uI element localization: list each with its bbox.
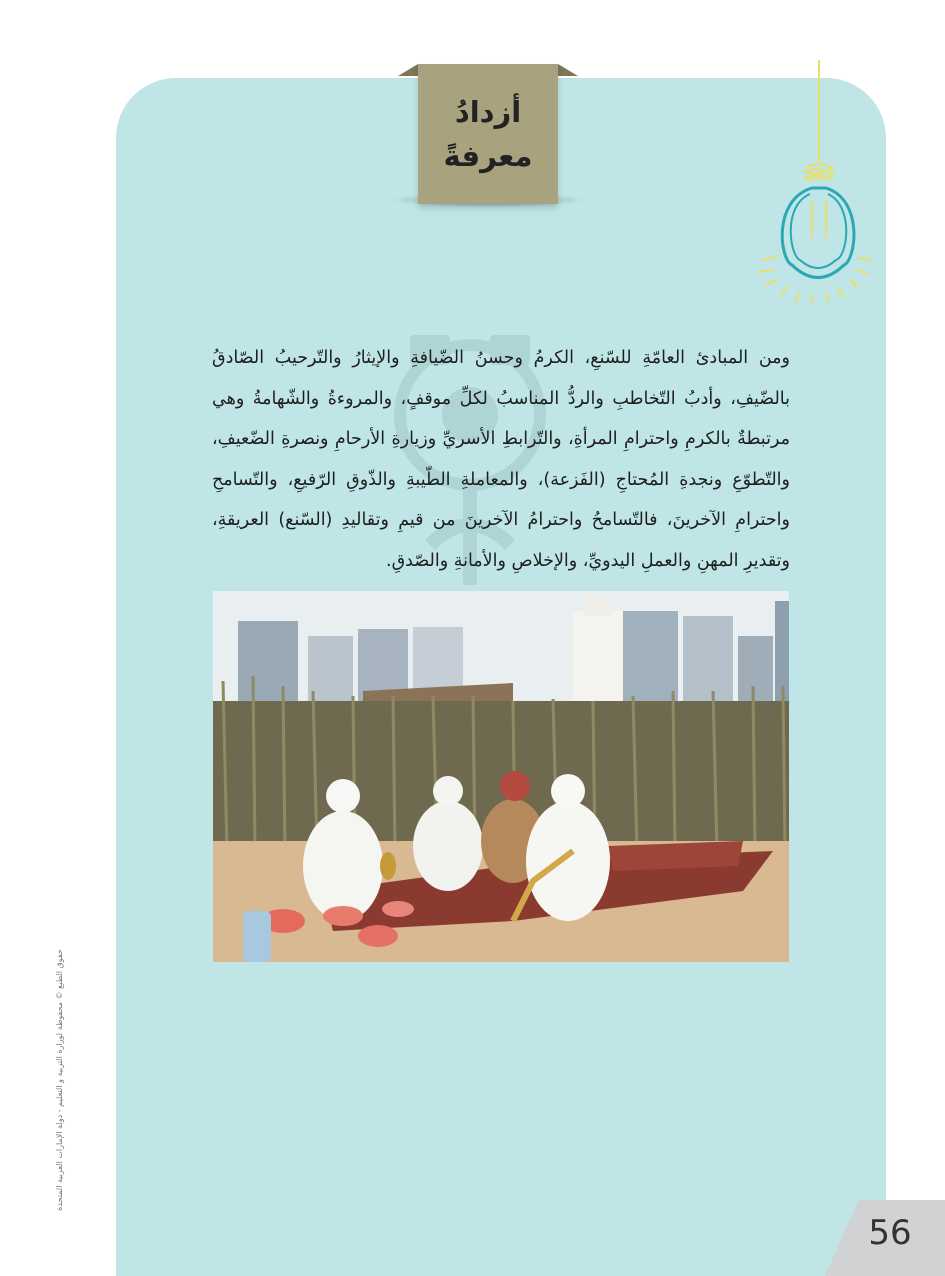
lightbulb-icon [752,60,882,305]
tag-line-2: معرفةً [443,139,533,173]
tag-fold-right [558,64,578,76]
section-tag [418,64,558,204]
tag-line-1: أزدادُ [454,95,522,129]
majlis-photo [213,591,789,962]
page-number: 56 [868,1213,912,1253]
copyright-note: حقوق الطبع © محفوظة لوزارة التربية و التعليم - دولة الإمارات العربية المتحدة [55,949,64,1211]
body-paragraph: ومن المبادئ العامّةِ للسّنعِ، الكرمُ وحسنُ الضّيافةِ والإيثارُ والتّرحيبُ الصّادقُ بالضّيفِ، وأدبُ التّخاطبِ والردُّ المناسبُ لكلِّ موقفٍ، والمروءةُ والشّهامةُ وهي مرتبطةٌ بالكرمِ واحترامِ المرأةِ، والتّرابطِ الأسريِّ وزيارةِ الأرحامِ ونصرةِ الضّعيفِ، والتّطوّعِ ونجدةِ المُحتاجِ (الفَزعة)، والمعاملةِ الطّيبةِ والذّوقِ الرّفيعِ، والتّسامحِ واحترامِ الآخرينَ، فالتّسامحُ واحترامُ الآخرينَ من قيمِ وتقاليدِ (السّنع) العريقةِ، وتقديرِ المهنِ والعملِ اليدويِّ، والإخلاصِ والأمانةِ والصّدقِ. [212,348,790,571]
tag-fold-left [398,64,418,76]
